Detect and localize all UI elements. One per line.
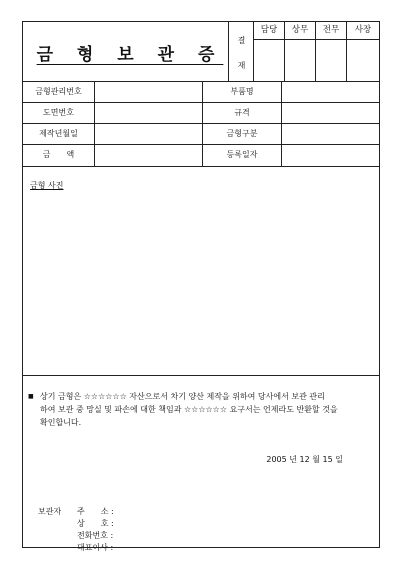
info-value-field[interactable] <box>282 103 379 123</box>
approval-label-top: 결 <box>237 36 246 45</box>
info-label: 금 액 <box>23 145 95 166</box>
info-value-field[interactable] <box>282 82 379 102</box>
approval-label-executive-director: 전무 <box>316 22 346 40</box>
holder-field-address[interactable]: 주 소 : <box>77 507 114 516</box>
info-value-field[interactable] <box>95 103 203 123</box>
info-label: 제작년월일 <box>23 124 95 144</box>
holder-field-phone[interactable]: 전화번호 : <box>77 531 114 540</box>
bullet-square-icon: ■ <box>28 393 34 400</box>
approval-label-bottom: 재 <box>237 61 246 70</box>
approval-box-president[interactable] <box>347 22 379 82</box>
approval-label-managing-director: 상무 <box>285 22 315 40</box>
statement-line: 상기 금형은 ☆☆☆☆☆☆ 자산으로서 차기 양산 제작을 위하여 당사에서 보관 관리 <box>40 392 325 401</box>
form-header <box>23 22 379 82</box>
info-row <box>23 124 379 145</box>
info-row <box>23 145 379 167</box>
info-label: 도면번호 <box>23 103 95 123</box>
approval-label-manager: 담당 <box>254 22 284 40</box>
info-value-field[interactable] <box>95 124 203 144</box>
approval-box-managing-director[interactable] <box>285 22 316 82</box>
form-title-cell <box>23 22 229 82</box>
info-label: 금형구분 <box>203 124 282 144</box>
form-title: 금 형 보 관 증 <box>36 44 224 65</box>
custody-form <box>22 21 380 552</box>
holder-field-company[interactable]: 상 호 : <box>77 519 114 528</box>
statement-text <box>40 390 376 429</box>
info-label: 부품명 <box>203 82 282 102</box>
info-row <box>23 103 379 124</box>
statement-line: 하여 보관 중 망실 및 파손에 대한 책임과 ☆☆☆☆☆☆ 요구서는 언제라도 반환할 것을 <box>40 405 338 414</box>
approval-box-executive-director[interactable] <box>316 22 347 82</box>
info-label: 금형관리번호 <box>23 82 95 102</box>
approval-box-manager[interactable] <box>254 22 285 82</box>
info-value-field[interactable] <box>282 124 379 144</box>
info-label: 등록일자 <box>203 145 282 166</box>
holder-label: 보관자 <box>38 507 62 516</box>
issue-date: 2005 년 12 월 15 일 <box>266 455 343 464</box>
info-value-field[interactable] <box>95 82 203 102</box>
approval-group-label <box>229 22 254 82</box>
holder-field-ceo[interactable]: 대표이사 : <box>77 543 114 552</box>
info-label: 규격 <box>203 103 282 123</box>
info-row <box>23 82 379 103</box>
statement-section <box>23 376 379 552</box>
holder-fields <box>77 506 114 554</box>
statement-line: 확인합니다. <box>40 418 82 427</box>
mold-photo-area[interactable] <box>23 167 379 376</box>
photo-label: 금형 사진 <box>30 181 64 190</box>
approval-label-president: 사장 <box>347 22 379 40</box>
info-value-field[interactable] <box>282 145 379 166</box>
info-value-field[interactable] <box>95 145 203 166</box>
